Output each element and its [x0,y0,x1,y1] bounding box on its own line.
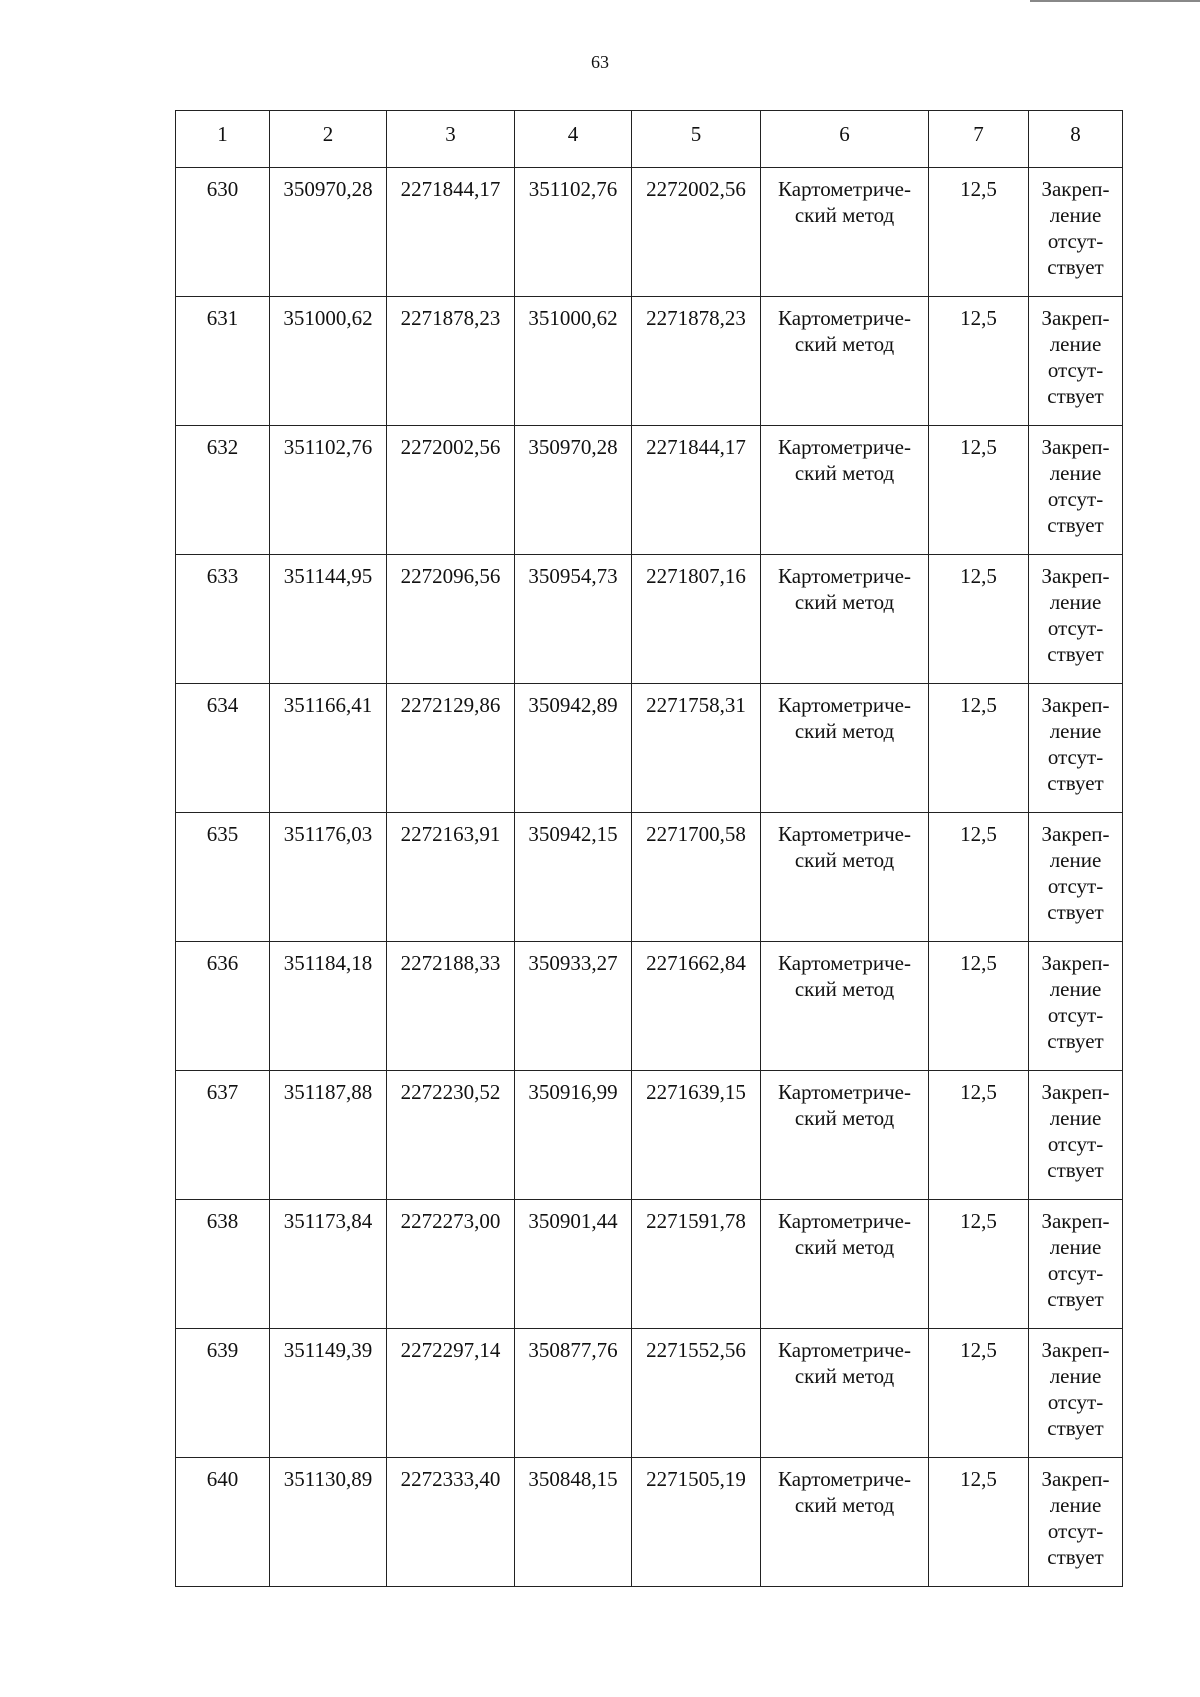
table-row [176,1200,1123,1329]
header-cell-6: 6 [761,111,929,168]
y-end-cell: 2271844,17 [632,426,761,555]
coordinates-table [175,110,1123,1587]
y-end-cell: 2271878,23 [632,297,761,426]
accuracy-cell: 12,5 [929,942,1029,1071]
table-row [176,426,1123,555]
x-end-cell: 351102,76 [515,168,632,297]
y-start-cell: 2272188,33 [387,942,515,1071]
method-cell: Картометриче- ский метод [761,168,929,297]
fixing-cell: Закреп- ление отсут- ствует [1029,1458,1123,1587]
fixing-cell: Закреп- ление отсут- ствует [1029,426,1123,555]
accuracy-cell: 12,5 [929,1329,1029,1458]
table-body [176,168,1123,1587]
y-end-cell: 2271591,78 [632,1200,761,1329]
header-cell-7: 7 [929,111,1029,168]
y-start-cell: 2272333,40 [387,1458,515,1587]
y-end-cell: 2271505,19 [632,1458,761,1587]
method-cell: Картометриче- ский метод [761,942,929,1071]
x-start-cell: 351130,89 [270,1458,387,1587]
table-row [176,1458,1123,1587]
method-cell: Картометриче- ский метод [761,684,929,813]
method-cell: Картометриче- ский метод [761,1200,929,1329]
accuracy-cell: 12,5 [929,168,1029,297]
header-cell-5: 5 [632,111,761,168]
x-end-cell: 350848,15 [515,1458,632,1587]
method-cell: Картометриче- ский метод [761,813,929,942]
x-start-cell: 351166,41 [270,684,387,813]
x-end-cell: 350916,99 [515,1071,632,1200]
fixing-cell: Закреп- ление отсут- ствует [1029,1200,1123,1329]
accuracy-cell: 12,5 [929,555,1029,684]
y-end-cell: 2271552,56 [632,1329,761,1458]
x-start-cell: 351184,18 [270,942,387,1071]
y-end-cell: 2271639,15 [632,1071,761,1200]
header-cell-3: 3 [387,111,515,168]
y-start-cell: 2272273,00 [387,1200,515,1329]
fixing-cell: Закреп- ление отсут- ствует [1029,684,1123,813]
x-end-cell: 350942,89 [515,684,632,813]
accuracy-cell: 12,5 [929,297,1029,426]
method-cell: Картометриче- ский метод [761,297,929,426]
accuracy-cell: 12,5 [929,684,1029,813]
top-edge-rule [1030,0,1200,2]
x-end-cell: 350877,76 [515,1329,632,1458]
y-start-cell: 2272096,56 [387,555,515,684]
fixing-cell: Закреп- ление отсут- ствует [1029,168,1123,297]
fixing-cell: Закреп- ление отсут- ствует [1029,942,1123,1071]
table-row [176,942,1123,1071]
accuracy-cell: 12,5 [929,813,1029,942]
y-start-cell: 2272297,14 [387,1329,515,1458]
x-end-cell: 350942,15 [515,813,632,942]
x-end-cell: 350970,28 [515,426,632,555]
table-row [176,1329,1123,1458]
table-row [176,684,1123,813]
y-start-cell: 2272002,56 [387,426,515,555]
header-cell-8: 8 [1029,111,1123,168]
method-cell: Картометриче- ский метод [761,426,929,555]
x-start-cell: 351187,88 [270,1071,387,1200]
method-cell: Картометриче- ский метод [761,1458,929,1587]
x-end-cell: 350954,73 [515,555,632,684]
x-start-cell: 351144,95 [270,555,387,684]
point-number-cell: 636 [176,942,270,1071]
table-row [176,813,1123,942]
method-cell: Картометриче- ский метод [761,1329,929,1458]
x-start-cell: 351000,62 [270,297,387,426]
y-start-cell: 2272230,52 [387,1071,515,1200]
table-row [176,555,1123,684]
x-end-cell: 351000,62 [515,297,632,426]
point-number-cell: 640 [176,1458,270,1587]
x-end-cell: 350901,44 [515,1200,632,1329]
accuracy-cell: 12,5 [929,1200,1029,1329]
x-start-cell: 351102,76 [270,426,387,555]
table-row [176,168,1123,297]
header-cell-2: 2 [270,111,387,168]
header-cell-1: 1 [176,111,270,168]
fixing-cell: Закреп- ление отсут- ствует [1029,813,1123,942]
point-number-cell: 635 [176,813,270,942]
y-start-cell: 2271878,23 [387,297,515,426]
fixing-cell: Закреп- ление отсут- ствует [1029,297,1123,426]
point-number-cell: 637 [176,1071,270,1200]
point-number-cell: 631 [176,297,270,426]
x-start-cell: 351149,39 [270,1329,387,1458]
point-number-cell: 638 [176,1200,270,1329]
y-end-cell: 2271807,16 [632,555,761,684]
header-row [176,111,1123,168]
y-end-cell: 2271662,84 [632,942,761,1071]
x-start-cell: 351173,84 [270,1200,387,1329]
x-start-cell: 351176,03 [270,813,387,942]
fixing-cell: Закреп- ление отсут- ствует [1029,555,1123,684]
page-number: 63 [591,52,609,72]
accuracy-cell: 12,5 [929,1071,1029,1200]
method-cell: Картометриче- ский метод [761,555,929,684]
table-row [176,1071,1123,1200]
point-number-cell: 630 [176,168,270,297]
y-end-cell: 2272002,56 [632,168,761,297]
accuracy-cell: 12,5 [929,1458,1029,1587]
header-cell-4: 4 [515,111,632,168]
x-start-cell: 350970,28 [270,168,387,297]
point-number-cell: 634 [176,684,270,813]
method-cell: Картометриче- ский метод [761,1071,929,1200]
y-start-cell: 2272129,86 [387,684,515,813]
point-number-cell: 632 [176,426,270,555]
table-header [176,111,1123,168]
table-row [176,297,1123,426]
point-number-cell: 633 [176,555,270,684]
y-start-cell: 2271844,17 [387,168,515,297]
y-end-cell: 2271758,31 [632,684,761,813]
point-number-cell: 639 [176,1329,270,1458]
fixing-cell: Закреп- ление отсут- ствует [1029,1329,1123,1458]
fixing-cell: Закреп- ление отсут- ствует [1029,1071,1123,1200]
accuracy-cell: 12,5 [929,426,1029,555]
y-start-cell: 2272163,91 [387,813,515,942]
y-end-cell: 2271700,58 [632,813,761,942]
x-end-cell: 350933,27 [515,942,632,1071]
